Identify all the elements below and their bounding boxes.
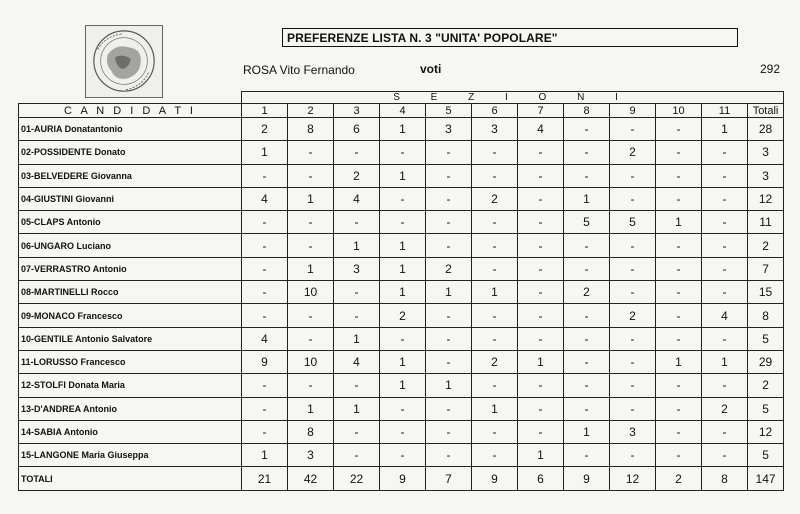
vote-cell: 9: [242, 350, 288, 373]
vote-cell: 1: [380, 374, 426, 397]
vote-cell: -: [656, 304, 702, 327]
section-column-header: 7: [518, 104, 564, 118]
vote-cell: 2: [656, 467, 702, 491]
vote-cell: 2: [426, 257, 472, 280]
vote-cell: 5: [564, 211, 610, 234]
table-row: [19, 444, 784, 467]
row-total-cell: 28: [748, 118, 784, 141]
vote-cell: 12: [610, 467, 656, 491]
vote-cell: 1: [564, 187, 610, 210]
table-row: [19, 420, 784, 443]
candidate-name-cell: 06-UNGARO Luciano: [19, 234, 242, 257]
vote-cell: 2: [564, 281, 610, 304]
section-column-header: 6: [472, 104, 518, 118]
vote-cell: 3: [426, 118, 472, 141]
vote-cell: -: [518, 397, 564, 420]
row-total-cell: 147: [748, 467, 784, 491]
vote-cell: -: [564, 304, 610, 327]
vote-cell: -: [380, 327, 426, 350]
vote-cell: -: [564, 164, 610, 187]
vote-cell: 7: [426, 467, 472, 491]
vote-cell: -: [656, 374, 702, 397]
vote-cell: 1: [288, 257, 334, 280]
vote-cell: -: [518, 211, 564, 234]
section-column-header: 4: [380, 104, 426, 118]
vote-cell: -: [380, 211, 426, 234]
vote-cell: 22: [334, 467, 380, 491]
vote-cell: -: [426, 420, 472, 443]
vote-cell: -: [380, 141, 426, 164]
vote-cell: -: [564, 327, 610, 350]
vote-cell: 1: [518, 444, 564, 467]
vote-cell: 1: [518, 350, 564, 373]
vote-cell: 1: [242, 444, 288, 467]
row-total-cell: 15: [748, 281, 784, 304]
candidate-name-cell: 01-AURIA Donatantonio: [19, 118, 242, 141]
vote-cell: -: [518, 164, 564, 187]
vote-cell: -: [656, 444, 702, 467]
table-row: [19, 281, 784, 304]
preferences-table: [18, 91, 784, 491]
vote-cell: -: [426, 397, 472, 420]
row-total-cell: 11: [748, 211, 784, 234]
vote-cell: 6: [518, 467, 564, 491]
vote-cell: -: [564, 444, 610, 467]
vote-cell: -: [242, 420, 288, 443]
candidate-name-cell: 07-VERRASTRO Antonio: [19, 257, 242, 280]
vote-cell: -: [472, 327, 518, 350]
vote-cell: 9: [380, 467, 426, 491]
vote-cell: 2: [472, 350, 518, 373]
vote-cell: -: [242, 281, 288, 304]
table-row: [19, 141, 784, 164]
candidate-name-cell: 15-LANGONE Maria Giuseppa: [19, 444, 242, 467]
row-total-cell: 5: [748, 327, 784, 350]
vote-cell: -: [426, 164, 472, 187]
vote-cell: 1: [702, 350, 748, 373]
sezioni-header: S E Z I O N I: [242, 92, 784, 104]
page-title: PREFERENZE LISTA N. 3 "UNITA' POPOLARE": [282, 28, 738, 47]
table-row: [19, 234, 784, 257]
vote-cell: -: [656, 257, 702, 280]
vote-cell: -: [472, 374, 518, 397]
section-column-header: 10: [656, 104, 702, 118]
candidate-name-cell: 08-MARTINELLI Rocco: [19, 281, 242, 304]
vote-cell: -: [288, 374, 334, 397]
vote-cell: 1: [380, 281, 426, 304]
vote-cell: 8: [288, 118, 334, 141]
vote-cell: 1: [380, 350, 426, 373]
vote-cell: 1: [334, 327, 380, 350]
vote-cell: 1: [702, 118, 748, 141]
table-row: [19, 257, 784, 280]
vote-cell: 4: [242, 327, 288, 350]
vote-cell: -: [564, 257, 610, 280]
vote-cell: -: [518, 327, 564, 350]
vote-cell: 4: [334, 350, 380, 373]
candidate-name-cell: 13-D'ANDREA Antonio: [19, 397, 242, 420]
vote-cell: -: [380, 187, 426, 210]
vote-cell: 4: [334, 187, 380, 210]
stamp-seal-graphic: [86, 26, 162, 97]
totali-column-header: Totali: [748, 104, 784, 118]
vote-cell: -: [242, 164, 288, 187]
section-column-header: 9: [610, 104, 656, 118]
vote-cell: -: [380, 420, 426, 443]
vote-cell: -: [656, 164, 702, 187]
vote-cell: 1: [472, 281, 518, 304]
vote-cell: -: [610, 281, 656, 304]
candidate-name-cell: 10-GENTILE Antonio Salvatore: [19, 327, 242, 350]
vote-cell: -: [656, 118, 702, 141]
vote-cell: -: [426, 141, 472, 164]
vote-cell: 4: [242, 187, 288, 210]
blank-corner: [19, 92, 242, 104]
vote-cell: -: [426, 350, 472, 373]
vote-cell: 1: [288, 397, 334, 420]
candidate-name-cell: 03-BELVEDERE Giovanna: [19, 164, 242, 187]
vote-cell: 6: [334, 118, 380, 141]
vote-cell: -: [472, 444, 518, 467]
total-votes-value: 292: [760, 62, 781, 76]
vote-cell: -: [564, 374, 610, 397]
vote-cell: -: [288, 327, 334, 350]
vote-cell: -: [656, 281, 702, 304]
vote-cell: -: [288, 304, 334, 327]
vote-cell: -: [610, 444, 656, 467]
candidate-name-cell: 09-MONACO Francesco: [19, 304, 242, 327]
vote-cell: -: [426, 187, 472, 210]
vote-cell: 3: [610, 420, 656, 443]
vote-cell: 2: [334, 164, 380, 187]
vote-cell: -: [334, 281, 380, 304]
vote-cell: -: [472, 257, 518, 280]
vote-cell: -: [518, 141, 564, 164]
vote-cell: 1: [380, 118, 426, 141]
vote-cell: -: [656, 327, 702, 350]
vote-cell: 1: [380, 257, 426, 280]
vote-cell: -: [334, 304, 380, 327]
row-total-cell: 7: [748, 257, 784, 280]
table-row: [19, 350, 784, 373]
vote-cell: -: [518, 304, 564, 327]
vote-cell: -: [242, 397, 288, 420]
vote-cell: -: [288, 234, 334, 257]
vote-cell: -: [610, 374, 656, 397]
vote-cell: -: [702, 257, 748, 280]
table-row: [19, 304, 784, 327]
section-column-header: 1: [242, 104, 288, 118]
candidate-name-cell: 05-CLAPS Antonio: [19, 211, 242, 234]
vote-cell: -: [242, 211, 288, 234]
vote-cell: -: [610, 257, 656, 280]
vote-cell: 4: [518, 118, 564, 141]
vote-cell: 4: [702, 304, 748, 327]
row-total-cell: 12: [748, 420, 784, 443]
row-total-cell: 2: [748, 374, 784, 397]
table-row: [19, 164, 784, 187]
row-total-cell: 5: [748, 444, 784, 467]
vote-cell: 2: [610, 304, 656, 327]
row-total-cell: 5: [748, 397, 784, 420]
vote-cell: -: [380, 444, 426, 467]
vote-cell: 1: [380, 164, 426, 187]
candidate-name-cell: 04-GIUSTINI Giovanni: [19, 187, 242, 210]
vote-cell: 8: [288, 420, 334, 443]
vote-cell: 1: [426, 281, 472, 304]
vote-cell: -: [702, 374, 748, 397]
vote-cell: -: [426, 304, 472, 327]
vote-cell: 3: [472, 118, 518, 141]
vote-cell: -: [288, 211, 334, 234]
candidati-header: C A N D I D A T I: [19, 104, 242, 118]
vote-cell: -: [518, 257, 564, 280]
vote-cell: -: [334, 444, 380, 467]
vote-cell: -: [564, 397, 610, 420]
vote-cell: -: [656, 397, 702, 420]
vote-cell: -: [610, 164, 656, 187]
vote-cell: -: [702, 234, 748, 257]
vote-cell: -: [702, 327, 748, 350]
vote-cell: -: [288, 141, 334, 164]
vote-cell: -: [610, 327, 656, 350]
section-column-header: 2: [288, 104, 334, 118]
row-total-cell: 2: [748, 234, 784, 257]
stamp-seal-icon: [85, 25, 163, 98]
vote-cell: 9: [472, 467, 518, 491]
vote-cell: 1: [656, 211, 702, 234]
vote-cell: -: [564, 118, 610, 141]
table-row: [19, 118, 784, 141]
totals-row: [19, 467, 784, 491]
row-total-cell: 8: [748, 304, 784, 327]
candidate-name-cell: 02-POSSIDENTE Donato: [19, 141, 242, 164]
vote-cell: -: [610, 397, 656, 420]
vote-cell: 1: [426, 374, 472, 397]
vote-cell: 1: [380, 234, 426, 257]
vote-cell: -: [702, 281, 748, 304]
vote-cell: 42: [288, 467, 334, 491]
vote-cell: -: [518, 281, 564, 304]
vote-cell: -: [564, 141, 610, 164]
vote-cell: -: [472, 420, 518, 443]
vote-cell: -: [426, 211, 472, 234]
vote-cell: -: [334, 420, 380, 443]
vote-cell: -: [610, 234, 656, 257]
vote-cell: 1: [334, 234, 380, 257]
vote-cell: -: [426, 327, 472, 350]
vote-cell: -: [656, 234, 702, 257]
vote-cell: -: [242, 257, 288, 280]
candidate-name-cell: 12-STOLFI Donata Maria: [19, 374, 242, 397]
vote-cell: -: [334, 141, 380, 164]
section-column-header: 8: [564, 104, 610, 118]
vote-cell: -: [242, 234, 288, 257]
vote-cell: -: [334, 374, 380, 397]
vote-cell: -: [472, 304, 518, 327]
vote-cell: -: [242, 304, 288, 327]
voti-label: voti: [420, 62, 442, 76]
vote-cell: 3: [334, 257, 380, 280]
vote-cell: 2: [380, 304, 426, 327]
vote-cell: -: [702, 187, 748, 210]
vote-cell: -: [702, 444, 748, 467]
vote-cell: 10: [288, 281, 334, 304]
vote-cell: 1: [288, 187, 334, 210]
table-row: [19, 397, 784, 420]
vote-cell: -: [426, 444, 472, 467]
section-column-header: 3: [334, 104, 380, 118]
vote-cell: -: [472, 211, 518, 234]
vote-cell: 3: [288, 444, 334, 467]
vote-cell: -: [610, 187, 656, 210]
vote-cell: 2: [610, 141, 656, 164]
vote-cell: -: [518, 234, 564, 257]
vote-cell: 1: [334, 397, 380, 420]
vote-cell: 10: [288, 350, 334, 373]
vote-cell: 2: [702, 397, 748, 420]
vote-cell: -: [656, 420, 702, 443]
vote-cell: -: [702, 420, 748, 443]
vote-cell: 2: [472, 187, 518, 210]
vote-cell: 21: [242, 467, 288, 491]
vote-cell: 1: [656, 350, 702, 373]
vote-cell: -: [426, 234, 472, 257]
vote-cell: -: [702, 141, 748, 164]
vote-cell: 1: [564, 420, 610, 443]
vote-cell: 1: [472, 397, 518, 420]
vote-cell: -: [518, 374, 564, 397]
vote-cell: -: [564, 234, 610, 257]
vote-cell: -: [472, 164, 518, 187]
vote-cell: -: [656, 187, 702, 210]
vote-cell: -: [380, 397, 426, 420]
vote-cell: -: [518, 187, 564, 210]
vote-cell: -: [288, 164, 334, 187]
vote-cell: -: [472, 234, 518, 257]
vote-cell: -: [334, 211, 380, 234]
vote-cell: -: [702, 164, 748, 187]
candidate-name-cell: 11-LORUSSO Francesco: [19, 350, 242, 373]
candidate-name-cell: 14-SABIA Antonio: [19, 420, 242, 443]
table-row: [19, 327, 784, 350]
vote-cell: -: [564, 350, 610, 373]
vote-cell: -: [518, 420, 564, 443]
candidate-name: ROSA Vito Fernando: [243, 63, 355, 77]
vote-cell: -: [610, 350, 656, 373]
vote-cell: -: [656, 141, 702, 164]
section-column-header: 11: [702, 104, 748, 118]
table-row: [19, 211, 784, 234]
row-total-cell: 3: [748, 164, 784, 187]
table-row: [19, 187, 784, 210]
row-total-cell: 12: [748, 187, 784, 210]
vote-cell: 5: [610, 211, 656, 234]
totals-label: TOTALI: [19, 467, 242, 491]
table-row: [19, 374, 784, 397]
row-total-cell: 29: [748, 350, 784, 373]
vote-cell: 1: [242, 141, 288, 164]
vote-cell: 8: [702, 467, 748, 491]
vote-cell: -: [610, 118, 656, 141]
vote-cell: -: [702, 211, 748, 234]
vote-cell: 2: [242, 118, 288, 141]
section-column-header: 5: [426, 104, 472, 118]
row-total-cell: 3: [748, 141, 784, 164]
vote-cell: 9: [564, 467, 610, 491]
vote-cell: -: [242, 374, 288, 397]
vote-cell: -: [472, 141, 518, 164]
